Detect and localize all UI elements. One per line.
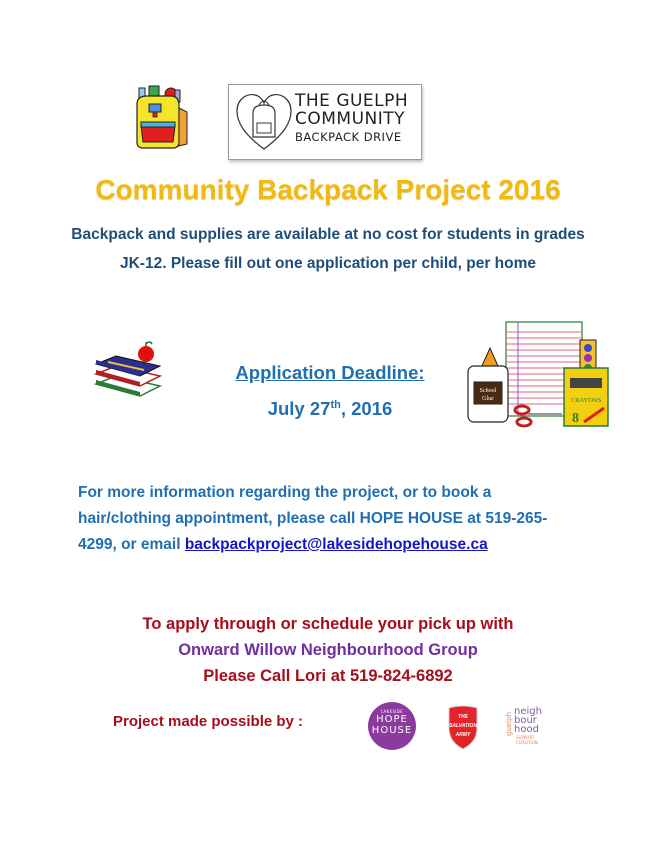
- logo-line-2: COMMUNITY: [295, 108, 406, 129]
- apply-line-1: To apply through or schedule your pick up with: [142, 615, 514, 633]
- school-supplies-icon: [462, 318, 612, 430]
- svg-text:ARMY: ARMY: [455, 732, 471, 738]
- logo-line-1: THE GUELPH: [295, 91, 409, 111]
- svg-text:Glue: Glue: [482, 396, 494, 402]
- deadline-label: Application Deadline:: [235, 362, 425, 383]
- page-title: Community Backpack Project 2016: [95, 174, 561, 205]
- deadline-year: , 2016: [340, 398, 393, 419]
- svg-text:neigh: neigh: [514, 706, 542, 717]
- deadline-date: [180, 398, 480, 420]
- info-text: For more information regarding the project, or to book a hair/clothing appointment, please call HOPE HOUSE at 519-265-4299, or email: [78, 484, 548, 553]
- neighbourhood-support-coalition-logo: [502, 704, 548, 750]
- svg-text:hood: hood: [514, 724, 539, 735]
- intro-text: Backpack and supplies are available at no cost for students in grades JK-12. Please fill out one application per child, per home: [71, 226, 585, 272]
- svg-text:bour: bour: [514, 715, 537, 726]
- backpack-clipart-icon: [133, 82, 189, 152]
- heart-backpack-icon: [235, 91, 293, 151]
- hope-house-small-text: LAKESIDE: [381, 709, 403, 714]
- svg-text:School: School: [479, 388, 497, 394]
- apply-phone: Please Call Lori at 519-824-6892: [203, 667, 453, 685]
- books-apple-icon: [94, 340, 164, 404]
- apply-block: [0, 611, 656, 689]
- guelph-backpack-drive-logo: [228, 84, 422, 160]
- hope-house-line-2: HOUSE: [371, 725, 413, 736]
- info-paragraph: [78, 480, 578, 558]
- deadline-ordinal: th: [330, 398, 341, 411]
- deadline-month-day: July 27: [267, 398, 331, 419]
- logo-line-3: BACKPACK DRIVE: [295, 129, 402, 144]
- svg-text:CRAYONS: CRAYONS: [570, 397, 602, 404]
- svg-text:8: 8: [572, 411, 579, 426]
- svg-text:SALVATION: SALVATION: [449, 723, 477, 729]
- hope-house-logo: [368, 702, 416, 750]
- salvation-army-logo: [446, 704, 480, 750]
- svg-text:THE: THE: [458, 714, 468, 720]
- credits-label: Project made possible by :: [113, 713, 304, 730]
- svg-text:guelph: guelph: [505, 711, 513, 736]
- email-link[interactable]: backpackproject@lakesidehopehouse.ca: [184, 536, 488, 553]
- hope-house-line-1: HOPE: [376, 714, 408, 725]
- svg-text:SUPPORT: SUPPORT: [516, 735, 535, 740]
- apply-organization: Onward Willow Neighbourhood Group: [178, 641, 478, 659]
- svg-text:COALITION: COALITION: [516, 740, 538, 745]
